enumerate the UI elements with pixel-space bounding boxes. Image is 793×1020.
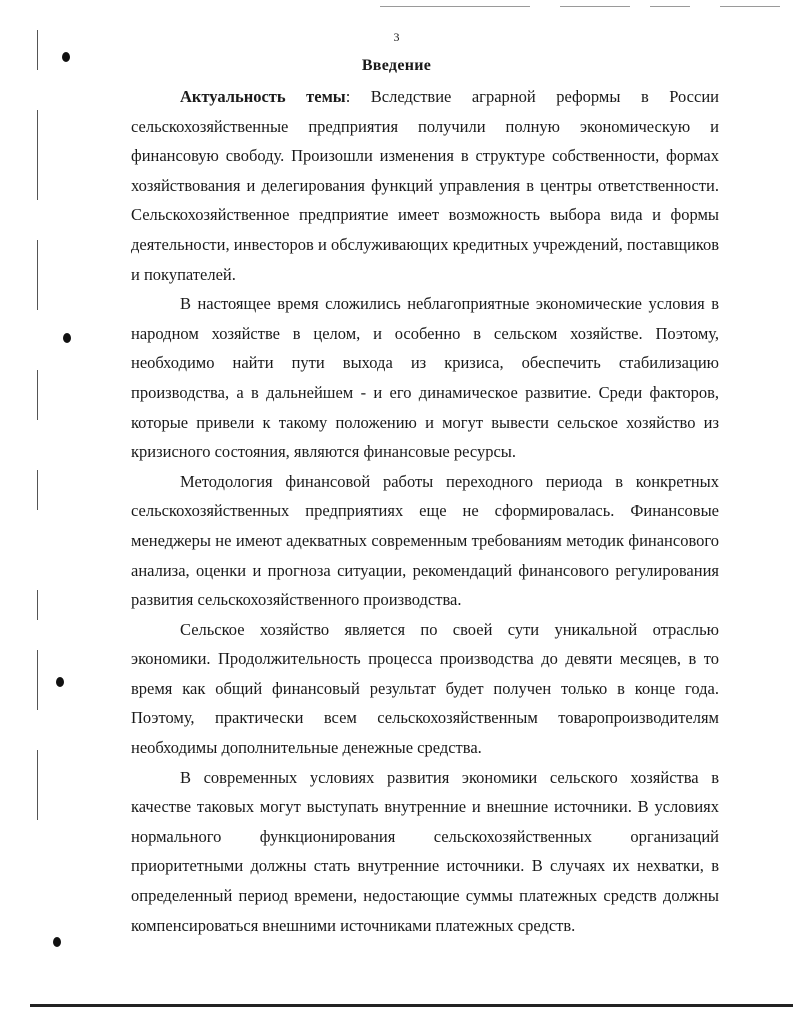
scan-artifact-line — [720, 6, 780, 7]
punch-hole-mark — [53, 937, 61, 947]
punch-hole-mark — [63, 333, 71, 343]
scan-artifact-line — [380, 6, 530, 7]
relevance-lead: Актуальность темы — [180, 87, 346, 106]
binding-margin-line — [37, 590, 38, 620]
binding-margin-line — [37, 650, 38, 710]
binding-margin-line — [37, 240, 38, 310]
binding-margin-line — [37, 750, 38, 820]
paragraph: В настоящее время сложились неблагоприятные экономические условия в народном хозяйстве в целом, и особенно в сельском хозяйстве. Поэтому, необходимо найти пути выхода из кризиса, обеспечить стабилизацию производства, а в дальнейшем - и его динамическое развитие. Среди факторов, которые привели к такому положению и могут вывести сельское хозяйство из кризисного состояния, являются финансовые ресурсы. — [131, 294, 719, 462]
paragraph: Методология финансовой работы переходного периода в конкретных сельскохозяйственных предприятиях еще не сформировалась. Финансовые менеджеры не имеют адекватных современным требованиям методик финансового анализа, оценки и прогноза ситуации, рекомендаций финансового регулирования развития сельскохозяйственного производства. — [131, 471, 719, 610]
scan-artifact-line — [560, 6, 630, 7]
bottom-scan-edge — [30, 1004, 793, 1007]
punch-hole-mark — [56, 677, 64, 687]
body-text — [131, 82, 719, 940]
paragraph-relevance — [131, 82, 719, 289]
paragraph: В современных условиях развития экономики сельского хозяйства в качестве таковых могут выступать внутренние и внешние источники. В условиях нормального функционирования сельскохозяйственных организаций приоритетными должны стать внутренние источники. В случаях их нехватки, в определенный период времени, недостающие суммы платежных средств должны компенсироваться внешними источниками платежных средств. — [131, 767, 719, 935]
binding-margin-line — [37, 110, 38, 200]
binding-margin-line — [37, 370, 38, 420]
binding-margin-line — [37, 470, 38, 510]
page-number: 3 — [393, 30, 400, 44]
paragraph: Сельское хозяйство является по своей сути уникальной отраслью экономики. Продолжительность процесса производства до девяти месяцев, в то время как общий финансовый результат будет получен только в конце года. Поэтому, практически всем сельскохозяйственным товаропроизводителям необходимы дополнительные денежные средства. — [131, 619, 719, 758]
page-title: Введение — [361, 57, 432, 74]
paragraph-text: : Вследствие аграрной реформы в России сельскохозяйственные предприятия получили полную экономическую и финансовую свободу. Произошли изменения в структуре собственности, формах хозяйствования и делегирования функций управления в центры ответственности. Сельскохозяйственное предприятие имеет возможность выбора вида и формы деятельности, инвесторов и обслуживающих кредитных учреждений, поставщиков и покупателей. — [131, 87, 719, 284]
scan-artifact-line — [650, 6, 690, 7]
